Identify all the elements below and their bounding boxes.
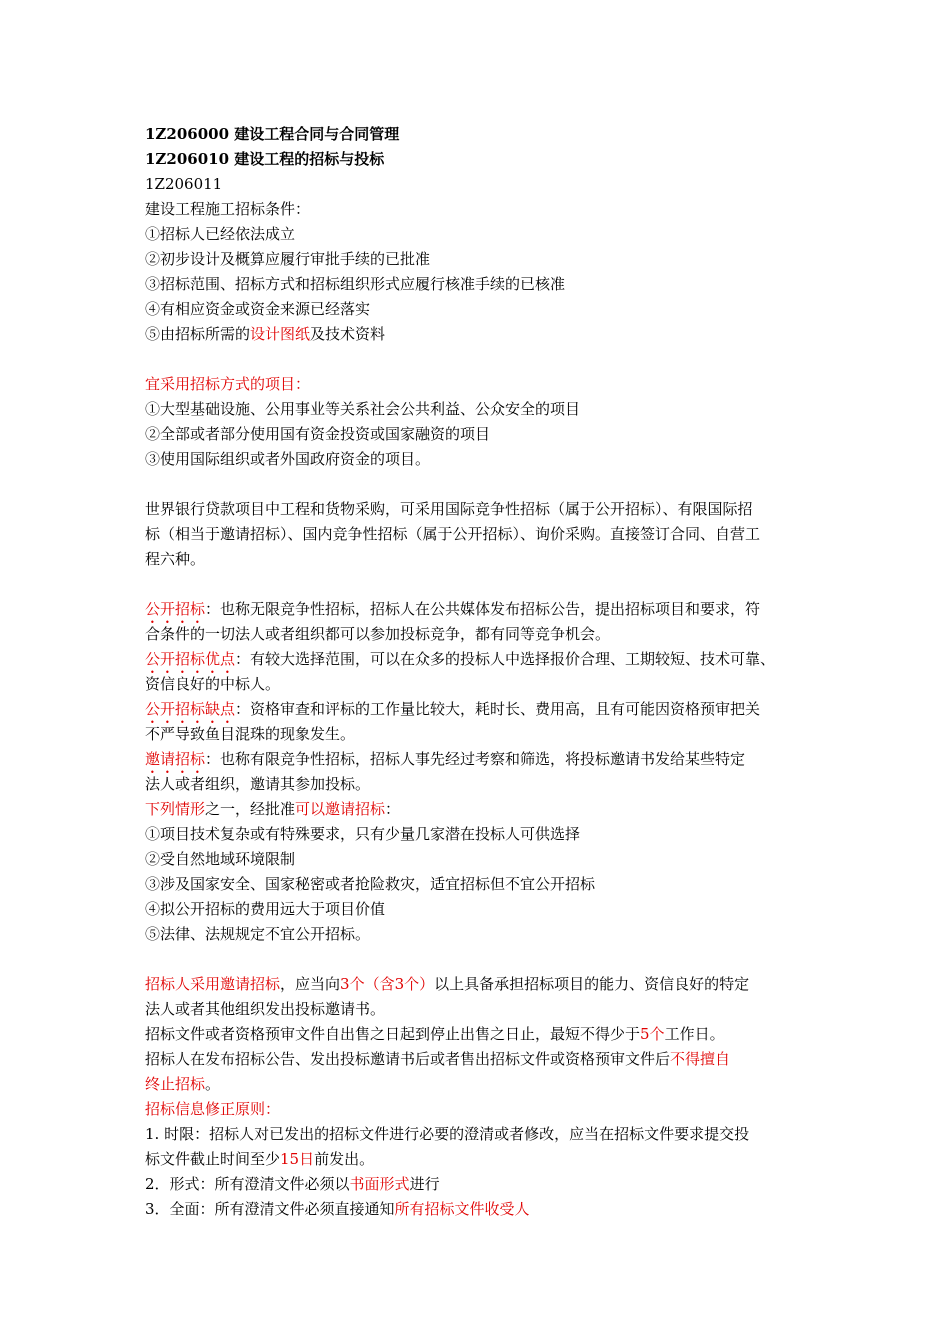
conditions-title: 建设工程施工招标条件： bbox=[145, 200, 311, 218]
spacer bbox=[145, 947, 825, 972]
condition-item: ②初步设计及概算应履行审批手续的已批准 bbox=[145, 250, 431, 268]
worldbank-text: 标（相当于邀请招标）、国内竞争性招标（属于公开招标）、询价采购。直接签订合同、自营工 bbox=[145, 525, 761, 543]
project-item: ③使用国际组织或者外国政府资金的项目。 bbox=[145, 450, 431, 468]
text-run: ⑤由招标所需的 bbox=[145, 325, 251, 343]
highlight-text: 下列情形 bbox=[145, 800, 206, 818]
condition-item: ①招标人已经依法成立 bbox=[145, 225, 296, 243]
rule-sale-period bbox=[145, 1022, 825, 1047]
principle-scope bbox=[145, 1197, 825, 1222]
open-tender-definition bbox=[145, 597, 825, 622]
invite-condition-item: ③涉及国家安全、国家秘密或者抢险救灾，适宜招标但不宜公开招标 bbox=[145, 875, 596, 893]
projects-title: 宜采用招标方式的项目： bbox=[145, 375, 311, 393]
open-tender-advantages: 资信良好的中标人。 bbox=[145, 675, 281, 693]
highlight-text: 5个 bbox=[640, 1025, 665, 1043]
text-run: 。 bbox=[205, 1075, 221, 1093]
text-run: 进行 bbox=[409, 1175, 440, 1193]
highlight-text: 所有招标文件收受人 bbox=[394, 1200, 530, 1218]
principle-timing bbox=[145, 1147, 825, 1172]
text-run: 及技术资料 bbox=[310, 325, 386, 343]
highlight-text: 3个（含3个） bbox=[340, 975, 435, 993]
text-run: 3．全面：所有澄清文件必须直接通知 bbox=[145, 1200, 395, 1218]
project-item: ①大型基础设施、公用事业等关系社会公共利益、公众安全的项目 bbox=[145, 400, 581, 418]
principle-timing: 1. 时限：招标人对已发出的招标文件进行必要的澄清或者修改，应当在招标文件要求提交投 bbox=[145, 1125, 750, 1143]
invite-condition-item: ⑤法律、法规规定不宜公开招标。 bbox=[145, 925, 371, 943]
chapter-heading: 1Z206000 建设工程合同与合同管理 bbox=[145, 125, 400, 143]
text-run: 招标人在发布招标公告、发出投标邀请书后或者售出招标文件或资格预审文件后 bbox=[145, 1050, 671, 1068]
invite-condition-item: ④拟公开招标的费用远大于项目价值 bbox=[145, 900, 386, 918]
open-tender-disadvantages bbox=[145, 697, 825, 722]
open-tender-definition: 合条件的一切法人或者组织都可以参加投标竞争，都有同等竞争机会。 bbox=[145, 625, 611, 643]
principle-title: 招标信息修正原则： bbox=[145, 1100, 281, 1118]
document-page bbox=[145, 122, 825, 1222]
highlight-text: 招标人采用邀请招标 bbox=[145, 975, 281, 993]
text-run: ：也称无限竞争性招标，招标人在公共媒体发布招标公告，提出招标项目和要求，符 bbox=[205, 600, 761, 618]
text-run: 工作日。 bbox=[664, 1025, 725, 1043]
project-item: ②全部或者部分使用国有资金投资或国家融资的项目 bbox=[145, 425, 491, 443]
text-run: 以上具备承担招标项目的能力、资信良好的特定 bbox=[434, 975, 750, 993]
text-run: 前发出。 bbox=[314, 1150, 375, 1168]
rule-invite-count: 法人或者其他组织发出投标邀请书。 bbox=[145, 1000, 386, 1018]
principle-form bbox=[145, 1172, 825, 1197]
open-tender-disadvantages: 不严导致鱼目混珠的现象发生。 bbox=[145, 725, 356, 743]
highlight-text: 书面形式 bbox=[349, 1175, 410, 1193]
invite-conditions-title bbox=[145, 797, 825, 822]
highlight-text: 可以邀请招标 bbox=[295, 800, 386, 818]
text-run: 之一，经批准 bbox=[205, 800, 296, 818]
section-code: 1Z206011 bbox=[145, 175, 223, 193]
highlight-text: 终止招标 bbox=[145, 1075, 206, 1093]
condition-item: ④有相应资金或资金来源已经落实 bbox=[145, 300, 371, 318]
spacer bbox=[145, 572, 825, 597]
spacer bbox=[145, 472, 825, 497]
rule-no-termination bbox=[145, 1072, 825, 1097]
invite-tender-definition bbox=[145, 747, 825, 772]
invite-condition-item: ②受自然地域环境限制 bbox=[145, 850, 296, 868]
rule-invite-count bbox=[145, 972, 825, 997]
text-run: ：也称有限竞争性招标，招标人事先经过考察和筛选，将投标邀请书发给某些特定 bbox=[205, 750, 746, 768]
text-run: 招标文件或者资格预审文件自出售之日起到停止出售之日止，最短不得少于 bbox=[145, 1025, 641, 1043]
text-run: ：有较大选择范围，可以在众多的投标人中选择报价合理、工期较短、技术可靠、 bbox=[235, 650, 776, 668]
highlight-text: 不得擅自 bbox=[670, 1050, 731, 1068]
open-tender-advantages bbox=[145, 647, 825, 672]
term-disadvantages: 公开招标缺点 bbox=[145, 700, 236, 718]
condition-item bbox=[145, 322, 825, 347]
term-invite-tender: 邀请招标 bbox=[145, 750, 206, 768]
highlight-text: 设计图纸 bbox=[250, 325, 311, 343]
worldbank-text: 程六种。 bbox=[145, 550, 206, 568]
highlight-text: 15日 bbox=[280, 1150, 315, 1168]
invite-condition-item: ①项目技术复杂或有特殊要求，只有少量几家潜在投标人可供选择 bbox=[145, 825, 581, 843]
rule-no-termination bbox=[145, 1047, 825, 1072]
term-advantages: 公开招标优点 bbox=[145, 650, 236, 668]
condition-item: ③招标范围、招标方式和招标组织形式应履行核准手续的已核准 bbox=[145, 275, 566, 293]
text-run: ： bbox=[385, 800, 401, 818]
text-run: 2．形式：所有澄清文件必须以 bbox=[145, 1175, 350, 1193]
text-run: ，应当向 bbox=[280, 975, 341, 993]
text-run: 标文件截止时间至少 bbox=[145, 1150, 281, 1168]
term-open-tender: 公开招标 bbox=[145, 600, 206, 618]
worldbank-text: 世界银行贷款项目中工程和货物采购，可采用国际竞争性招标（属于公开招标）、有限国际招 bbox=[145, 500, 753, 518]
invite-tender-definition: 法人或者组织，邀请其参加投标。 bbox=[145, 775, 371, 793]
section-heading: 1Z206010 建设工程的招标与投标 bbox=[145, 150, 385, 168]
text-run: ：资格审查和评标的工作量比较大，耗时长、费用高，且有可能因资格预审把关 bbox=[235, 700, 761, 718]
spacer bbox=[145, 347, 825, 372]
